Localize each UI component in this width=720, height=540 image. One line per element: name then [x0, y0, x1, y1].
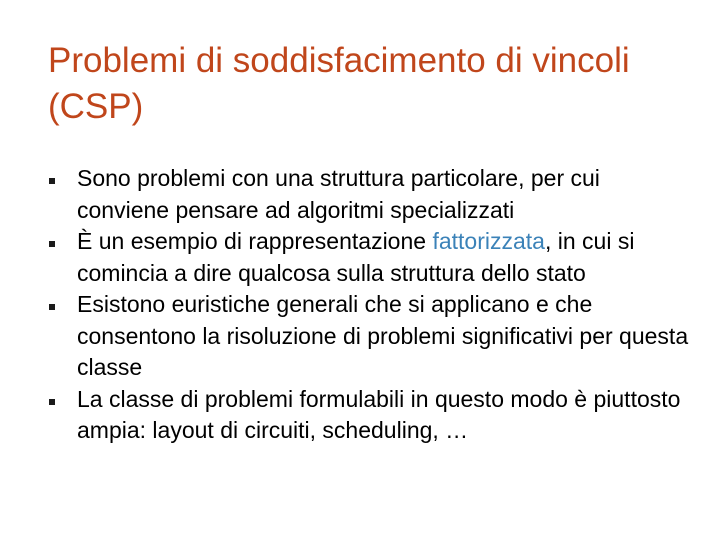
bullet-text: La classe di problemi formulabili in questo modo è piuttosto ampia: layout di circuiti, scheduling, …	[77, 385, 681, 443]
bullet-list	[48, 163, 698, 447]
bullet-text-after: , in cui si comincia a dire qualcosa sulla struttura dello stato	[77, 228, 635, 286]
bullet-text: Sono problemi con una struttura particolare, per cui conviene pensare ad algoritmi specializzati	[77, 165, 600, 223]
bullet-item	[48, 289, 698, 384]
bullet-text: Esistono euristiche generali che si applicano e che consentono la risoluzione di problemi significativi per questa classe	[77, 291, 689, 380]
square-bullet-icon	[49, 304, 55, 310]
bullet-item	[48, 163, 698, 226]
bullet-item	[48, 384, 698, 447]
square-bullet-icon	[49, 241, 55, 247]
square-bullet-icon	[49, 178, 55, 184]
bullet-text-before: È un esempio di rappresentazione	[77, 228, 433, 254]
bullet-item	[48, 226, 698, 289]
highlighted-term: fattorizzata	[432, 228, 545, 254]
square-bullet-icon	[49, 399, 55, 405]
slide-title: Problemi di soddisfacimento di vincoli (CSP)	[48, 41, 630, 126]
